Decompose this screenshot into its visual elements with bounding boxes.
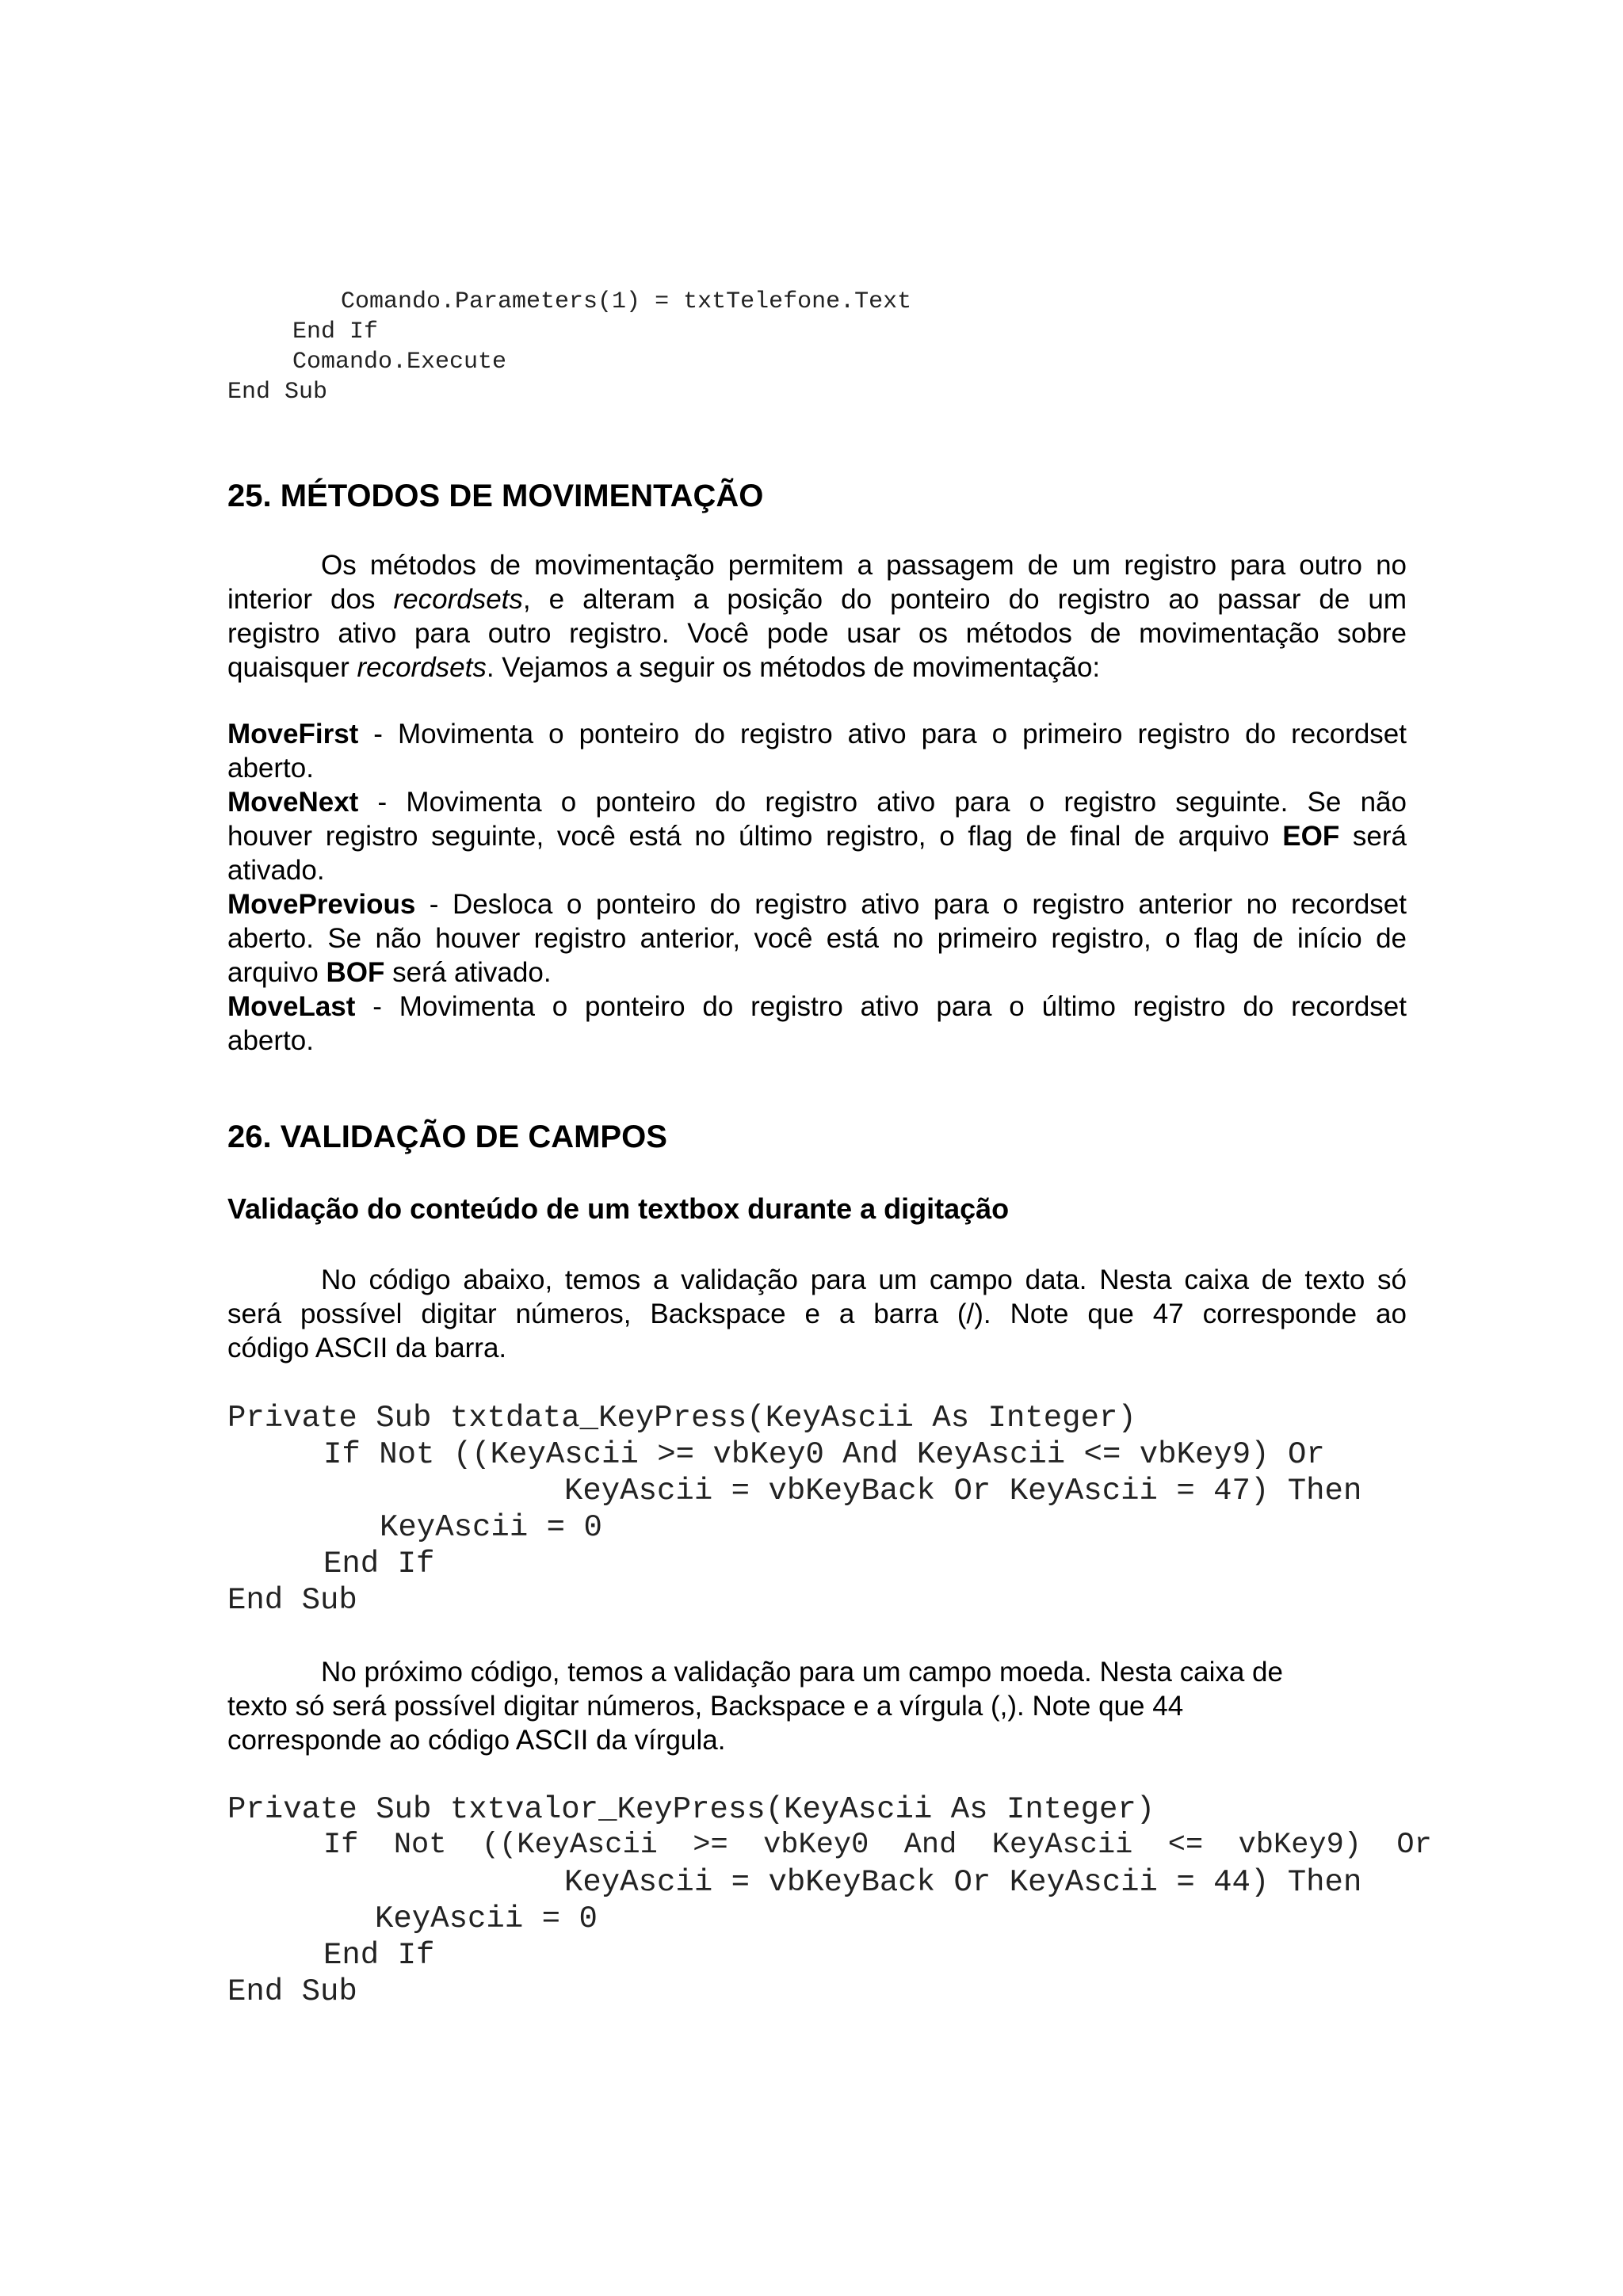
code-line: End If [292, 318, 379, 345]
code-line: End If [323, 1938, 435, 1973]
code-line: End Sub [227, 1583, 357, 1618]
para1-line-2: será possível digitar números, Backspace e a barra (/). Note que 47 corresponde ao [227, 1299, 1407, 1329]
movefirst-description-cont: aberto. [227, 753, 314, 784]
code-line: Private Sub txtvalor_KeyPress(KeyAscii As Integer) [227, 1792, 1155, 1827]
movenext-term: MoveNext [227, 787, 359, 818]
para2-line-3: corresponde ao código ASCII da vírgula. [227, 1725, 726, 1756]
intro-line-4: quaisquer recordsets. Vejamos a seguir os métodos de movimentação: [227, 652, 1101, 683]
code-line: If Not ((KeyAscii >= vbKey0 And KeyAscii <= vbKey9) Or [323, 1829, 1432, 1862]
movelast-term: MoveLast [227, 991, 356, 1022]
para1-line-1: No código abaixo, temos a validação para um campo data. Nesta caixa de texto só [321, 1264, 1407, 1295]
code-line: End Sub [227, 379, 328, 406]
code-line: End Sub [227, 1974, 357, 2009]
moveprevious-description: MovePrevious - Desloca o ponteiro do registro ativo para o registro anterior no recordset [227, 889, 1407, 920]
movenext-description-end: ativado. [227, 855, 325, 886]
movenext-description-cont: houver registro seguinte, você está no último registro, o flag de final de arquivo EOF será [227, 821, 1407, 852]
code-line: If Not ((KeyAscii >= vbKey0 And KeyAscii <= vbKey9) Or [323, 1437, 1325, 1472]
code-line: End If [323, 1547, 435, 1581]
intro-line-3: registro ativo para outro registro. Você pode usar os métodos de movimentação sobre [227, 618, 1407, 649]
section-26-subheading: Validação do conteúdo de um textbox durante a digitação [227, 1192, 1010, 1225]
code-line: KeyAscii = vbKeyBack Or KeyAscii = 47) Then [564, 1474, 1362, 1508]
moveprevious-description-cont: aberto. Se não houver registro anterior, você está no primeiro registro, o flag de início de [227, 923, 1407, 954]
para1-line-3: código ASCII da barra. [227, 1333, 507, 1363]
section-26-heading: 26. VALIDAÇÃO DE CAMPOS [227, 1119, 667, 1154]
code-line: KeyAscii = vbKeyBack Or KeyAscii = 44) Then [564, 1865, 1362, 1900]
code-line: Comando.Parameters(1) = txtTelefone.Text [341, 288, 912, 315]
movefirst-description: MoveFirst - Movimenta o ponteiro do registro ativo para o primeiro registro do recordset [227, 719, 1407, 749]
moveprevious-description-end: arquivo BOF será ativado. [227, 957, 552, 988]
para2-line-2: texto só será possível digitar números, Backspace e a vírgula (,). Note que 44 [227, 1691, 1184, 1722]
intro-line-2: interior dos recordsets, e alteram a posição do ponteiro do registro ao passar de um [227, 584, 1407, 615]
code-line: Private Sub txtdata_KeyPress(KeyAscii As Integer) [227, 1401, 1136, 1436]
moveprevious-term: MovePrevious [227, 889, 416, 920]
intro-line-1: Os métodos de movimentação permitem a passagem de um registro para outro no [321, 550, 1407, 581]
para2-line-1: No próximo código, temos a validação para um campo moeda. Nesta caixa de [321, 1657, 1283, 1688]
movefirst-term: MoveFirst [227, 719, 359, 749]
section-25-heading: 25. MÉTODOS DE MOVIMENTAÇÃO [227, 479, 764, 513]
movenext-description: MoveNext - Movimenta o ponteiro do registro ativo para o registro seguinte. Se não [227, 787, 1407, 818]
movelast-description: MoveLast - Movimenta o ponteiro do registro ativo para o último registro do recordset [227, 991, 1407, 1022]
code-line: KeyAscii = 0 [375, 1901, 598, 1936]
code-line: Comando.Execute [292, 349, 507, 376]
movelast-description-cont: aberto. [227, 1025, 314, 1056]
code-line: KeyAscii = 0 [380, 1510, 602, 1545]
